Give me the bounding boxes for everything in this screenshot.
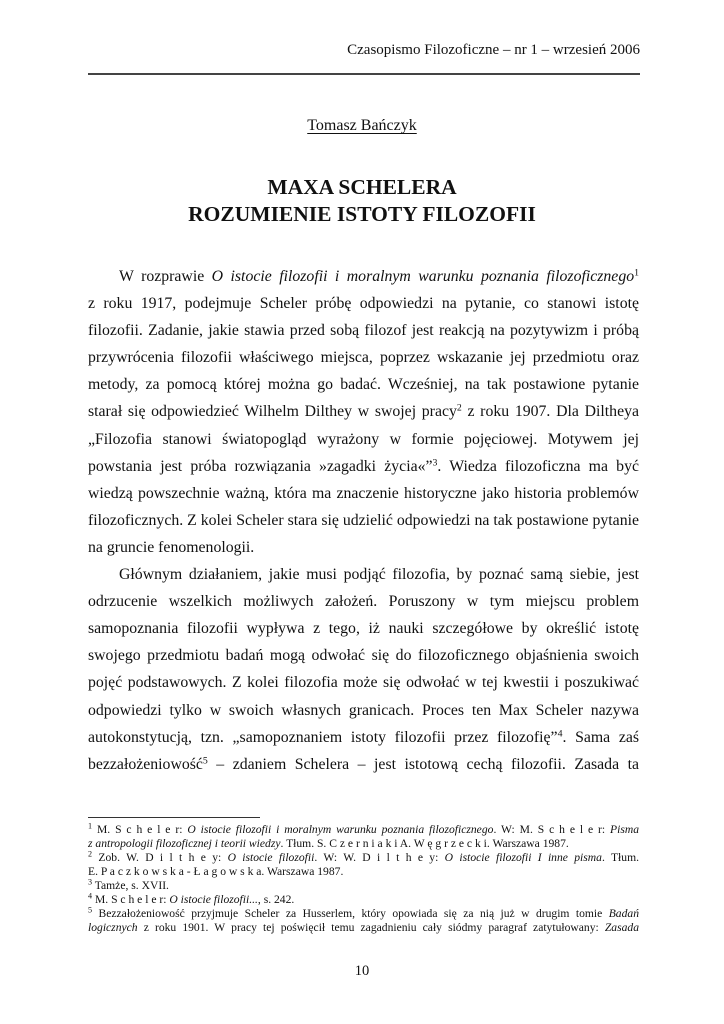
footnote-4: $^4$ M. S c h e l e r: O istocie filozofii..., s. 242. bbox=[88, 891, 295, 906]
footnote-2: $^2$ Zob. W. D i l t h e y: O istocie filozofii. W: W. D i l t h e y: O istocie filozofii I inne pisma. Tłum. bbox=[88, 849, 639, 864]
body-line: filozoficznych. Z kolei Scheler stara się udzielić odpowiedzi na tak postawione pytanie bbox=[88, 511, 639, 529]
header-rule bbox=[88, 73, 640, 75]
footnote-ref[interactable]: 4 bbox=[557, 728, 563, 740]
body-line: swojego przedmiotu badań mogą odwołać się do filozoficznego objaśnienia swoich bbox=[88, 647, 639, 665]
body-line: pojęć podstawowych. Z kolei filozofia może się odwołać w tej kwestii i poszukiwać bbox=[88, 674, 639, 692]
footnote-ref[interactable]: 5 bbox=[202, 755, 208, 767]
title-line-2: ROZUMIENIE ISTOTY FILOZOFII bbox=[188, 202, 536, 226]
footnote-2-cont: E. P a c z k o w s k a - Ł a g o w s k a. Warszawa 1987. bbox=[88, 865, 344, 878]
body-line: powstania jest próba rozwiązania »zagadki życia«”$^3$. Wiedza filozoficzna ma być bbox=[88, 457, 639, 475]
body-line: przywrócenia filozofii właściwego miejsca, poprzez wskazanie jej przedmiotu oraz bbox=[88, 349, 639, 367]
article-title bbox=[0, 174, 724, 228]
body-line: z roku 1917, podejmuje Scheler próbę odpowiedzi na pytanie, co stanowi istotę bbox=[88, 295, 639, 313]
page-number: 10 bbox=[354, 963, 370, 979]
body-line: W rozprawie O istocie filozofii i moralnym warunku poznania filozoficznego$^1$ bbox=[119, 267, 640, 285]
body-line: autokonstytucją, tzn. „samopoznaniem istoty filozofii przez filozofię”$^4$. Sama zaś bbox=[88, 728, 639, 746]
footnote-5: $^5$ Bezzałożeniowość przyjmuje Scheler za Husserlem, który opowiada się za nią już w drugim tomie Badań bbox=[88, 905, 639, 920]
footnote-1-cont: z antropologii filozoficznej i teorii wiedzy. Tłum. S. C z e r n i a k i A. W ę g r z e c k i. Warszawa 1987. bbox=[88, 837, 569, 850]
body-line: starał się odpowiedzieć Wilhelm Dilthey w swojej pracy$^2$ z roku 1907. Dla Diltheya bbox=[88, 403, 639, 421]
body-line: wiedzą powszechnie ważną, która ma znaczenie historyczne jako historia problemów bbox=[88, 484, 639, 502]
footnote-ref[interactable]: 3 bbox=[432, 457, 438, 469]
footnote-rule bbox=[88, 817, 260, 818]
footnote-ref[interactable]: 1 bbox=[634, 267, 640, 279]
footnote-1: $^1$ M. S c h e l e r: O istocie filozofii i moralnym warunku poznania filozoficznego. W: M. S c h e l e r: Pisma bbox=[88, 821, 640, 836]
body-line: odrzucenie wszelkich możliwych założeń. Poruszony w tym miejscu problem bbox=[88, 593, 639, 611]
footnotes bbox=[88, 823, 639, 935]
body-line: na gruncie fenomenologii. bbox=[88, 538, 255, 556]
body-line: filozofii. Zadanie, jakie stawia przed sobą filozof jest reakcją na pozytywizm i próbą bbox=[88, 322, 639, 340]
journal-header: Czasopismo Filozoficzne – nr 1 – wrzesień 2006 bbox=[347, 42, 640, 58]
footnote-3: $^3$ Tamże, s. XVII. bbox=[88, 877, 169, 892]
author-name: Tomasz Bańczyk bbox=[307, 117, 417, 134]
body-line: samopoznania filozofii wypływa z tego, iż nauki szczegółowe by określić istotę bbox=[88, 620, 639, 638]
footnote-5-cont: logicznych z roku 1901. W pracy tej poświęcił temu zagadnieniu cały siódmy paragraf zatytułowany: Zasada bbox=[88, 921, 639, 934]
footnote-ref[interactable]: 2 bbox=[456, 403, 462, 415]
body-line: bezzałożeniowość$^5$ – zdaniem Schelera – jest istotową cechą filozofii. Zasada ta bbox=[88, 755, 639, 773]
body-line: metody, za pomocą której można go badać. Wcześniej, na tak postawione pytanie bbox=[88, 376, 639, 394]
body-line: Głównym działaniem, jakie musi podjąć filozofia, by poznać samą siebie, jest bbox=[119, 566, 639, 584]
article-body bbox=[88, 263, 639, 778]
title-line-1: MAXA SCHELERA bbox=[267, 175, 457, 199]
body-line: „Filozofia stanowi światopogląd wyrażony w formie pojęciowej. Motywem jej bbox=[88, 430, 639, 448]
body-line: odpowiedzi tylko w swoich własnych granicach. Proces ten Max Scheler nazywa bbox=[88, 701, 639, 719]
